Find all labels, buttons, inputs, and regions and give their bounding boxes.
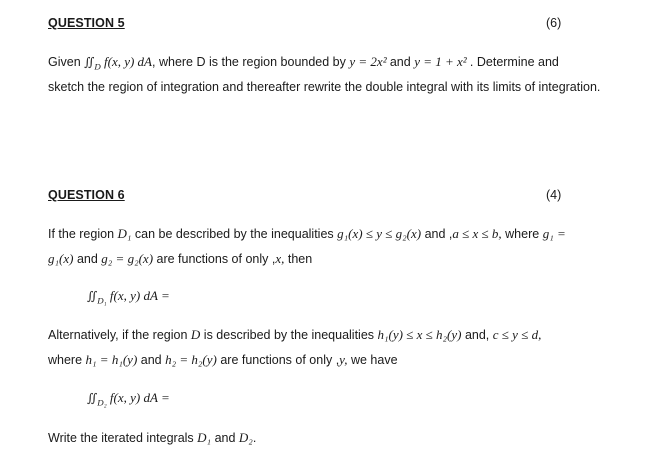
q6-alt2-where: where [48, 353, 83, 367]
question-6-line-2 [48, 251, 312, 267]
q6-inequality-2: a ≤ x ≤ b, [452, 226, 502, 241]
q6-inequality-1: g₁(x) ≤ y ≤ g₂(x) [337, 226, 422, 241]
q6-text-c: and , [424, 227, 453, 241]
q6-text-a: If the region [48, 227, 115, 241]
q6-integral1-region: D₁ [97, 295, 107, 306]
q6-region-d1: D₁ [117, 226, 132, 241]
q6-final-and: and [214, 431, 236, 445]
q6-line2-text: are functions of only , [156, 252, 276, 266]
q6-g1-def-end: g₁(x) [48, 251, 74, 266]
q6-alt2-we-have: we have [350, 353, 398, 367]
q6-alt-text-c: and, [464, 328, 490, 342]
q6-alt-text-b: is described by the inequalities [203, 328, 375, 342]
question-5-marks: (6) [546, 16, 562, 30]
question-5-line-1 [48, 54, 559, 72]
q6-integral-d2 [87, 390, 170, 408]
q6-alt-inequality-2: c ≤ y ≤ d, [492, 327, 542, 342]
q6-alt-region: D [190, 327, 201, 342]
q5-region-label: D [94, 61, 101, 72]
q6-h1-def: h₁ = h₁(y) [85, 352, 138, 367]
q6-g1-def-start: g₁ = [542, 226, 566, 241]
q5-given-text: Given [48, 55, 81, 69]
q6-h2-def: h₂ = h₂(y) [165, 352, 217, 367]
question-6-alt-line-2 [48, 352, 398, 368]
q6-line2-var: x, [275, 251, 285, 266]
question-5-heading: QUESTION 5 [48, 16, 125, 30]
question-6-heading: QUESTION 6 [48, 188, 125, 202]
q6-text-b: can be described by the inequalities [134, 227, 334, 241]
q6-final-text-a: Write the iterated integrals [48, 431, 194, 445]
q5-text-and: and [389, 55, 411, 69]
q5-text-a: , where D is the region bounded by [152, 55, 346, 69]
q6-integral2-sign: ∬ [87, 391, 98, 405]
q6-integral-d1 [87, 288, 170, 306]
q5-double-integral [84, 54, 153, 72]
q6-alt2-text: are functions of only , [220, 353, 340, 367]
q6-alt2-var: y, [339, 352, 348, 367]
q5-curve-2: y = 1 + x² [414, 54, 470, 69]
q5-integrand: f(x, y) dA [104, 54, 153, 69]
q6-line2-then: then [287, 252, 313, 266]
q6-line2-and: and [76, 252, 98, 266]
q6-integral1-integrand: f(x, y) dA = [109, 288, 170, 303]
q5-integral-sign: ∬ [84, 55, 95, 69]
q6-g2-def: g₂ = g₂(x) [101, 251, 154, 266]
q5-curve-1: y = 2x² [349, 54, 390, 69]
question-6-alt-line-1 [48, 327, 541, 343]
question-5-line-2: sketch the region of integration and thereafter rewrite the double integral with its limits of integration. [48, 80, 601, 94]
q6-integral2-region: D₂ [97, 397, 107, 408]
question-6-marks: (4) [546, 188, 562, 202]
q6-alt-text-a: Alternatively, if the region [48, 328, 188, 342]
q5-text-c: . Determine and [469, 55, 559, 69]
q6-final-d2: D₂ [238, 430, 253, 445]
q6-text-d: where [505, 227, 540, 241]
q6-final-d1: D₁ [197, 430, 212, 445]
q6-alt-inequality-1: h₁(y) ≤ x ≤ h₂(y) [377, 327, 462, 342]
q6-integral1-sign: ∬ [87, 289, 98, 303]
q6-final-period: . [252, 431, 257, 445]
q6-alt2-and: and [140, 353, 162, 367]
question-6-final-line [48, 430, 256, 446]
q6-integral2-integrand: f(x, y) dA = [109, 390, 170, 405]
question-6-line-1 [48, 226, 566, 242]
